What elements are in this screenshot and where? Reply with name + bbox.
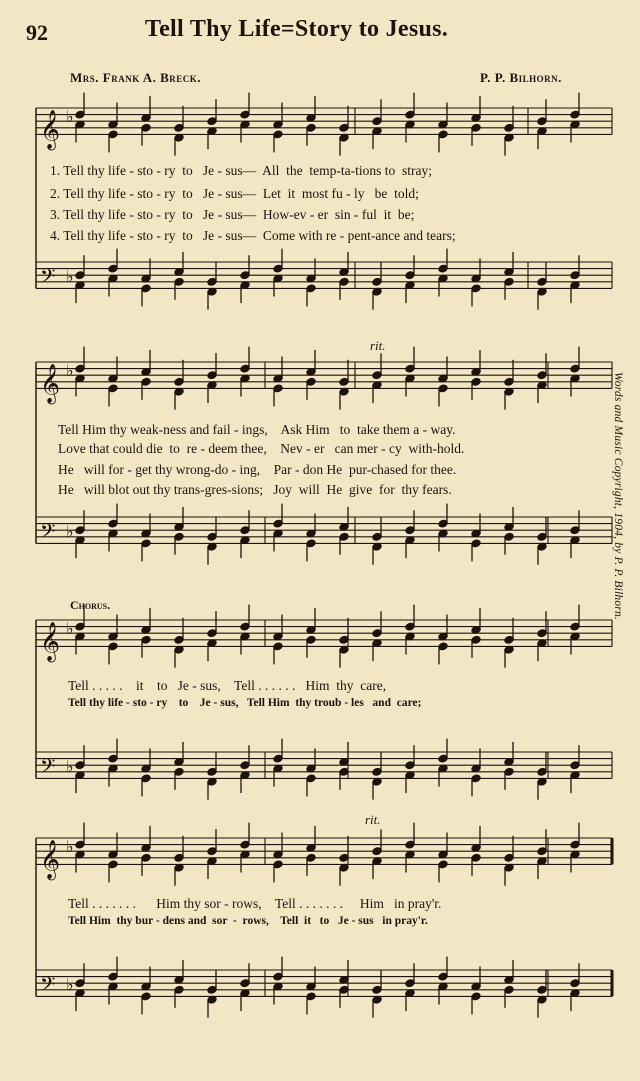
svg-text:♭: ♭: [66, 837, 74, 856]
svg-text:𝄢: 𝄢: [40, 754, 56, 783]
svg-text:𝄢: 𝄢: [40, 264, 56, 293]
hymn-title: Tell Thy Life=Story to Jesus.: [145, 16, 449, 42]
verse-3-line-2: He will for - get thy wrong-do - ing, Par - don He pur-chased for thee.: [58, 462, 457, 477]
verse-1-line-2: Tell Him thy weak-ness and fail - ings, Ask Him to take them a - way.: [58, 422, 456, 437]
chorus-lyric-3: Tell . . . . . . . Him thy sor - rows, Tell . . . . . . . Him in pray'r.: [68, 896, 442, 911]
svg-text:♭: ♭: [66, 267, 74, 286]
verse-4-line-1: 4. Tell thy life - sto - ry to Je - sus— Come with re - pent-ance and tears;: [50, 228, 456, 243]
svg-text:𝄞: 𝄞: [40, 839, 61, 880]
rit-marking-1: rit.: [370, 338, 386, 353]
verse-3-line-1: 3. Tell thy life - sto - ry to Je - sus— How-ev - er sin - ful it be;: [50, 207, 415, 222]
chorus-lyric-2: Tell thy life - sto - ry to Je - sus, Tell Him thy troub - les and care;: [68, 697, 422, 709]
svg-text:♭: ♭: [66, 107, 74, 126]
svg-text:𝄢: 𝄢: [40, 519, 56, 548]
svg-text:𝄞: 𝄞: [40, 363, 61, 404]
verse-2-line-1: 2. Tell thy life - sto - ry to Je - sus— Let it most fu - ly be told;: [50, 186, 419, 201]
chorus-lyric-4: Tell Him thy bur - dens and sor - rows, Tell it to Je - sus in pray'r.: [68, 915, 428, 927]
svg-text:𝄞: 𝄞: [40, 109, 61, 150]
page-number: 92: [26, 20, 48, 45]
copyright-notice: Words and Music Copyright, 1904, by P. P. Bilhorn.: [612, 372, 624, 620]
verse-4-line-2: He will blot out thy trans-gres-sions; Joy will He give for thy fears.: [58, 482, 452, 497]
chorus-lyric-1: Tell . . . . . it to Je - sus, Tell . . . . . . Him thy care,: [68, 678, 387, 693]
svg-text:♭: ♭: [66, 975, 74, 994]
svg-text:♭: ♭: [66, 522, 74, 541]
verse-1-line-1: 1. Tell thy life - sto - ry to Je - sus— All the temp-ta-tions to stray;: [50, 163, 433, 178]
chorus-label: Chorus.: [70, 598, 111, 612]
svg-text:♭: ♭: [66, 361, 74, 380]
svg-text:𝄞: 𝄞: [40, 621, 61, 662]
author-credit: Mrs. Frank A. Breck.: [70, 70, 202, 85]
svg-text:𝄢: 𝄢: [40, 972, 56, 1001]
verse-2-line-2: Love that could die to re - deem thee, Nev - er can mer - cy with-hold.: [58, 441, 465, 456]
rit-marking-2: rit.: [365, 812, 381, 827]
svg-text:♭: ♭: [66, 757, 74, 776]
svg-text:♭: ♭: [66, 619, 74, 638]
composer-credit: P. P. Bilhorn.: [480, 70, 562, 85]
